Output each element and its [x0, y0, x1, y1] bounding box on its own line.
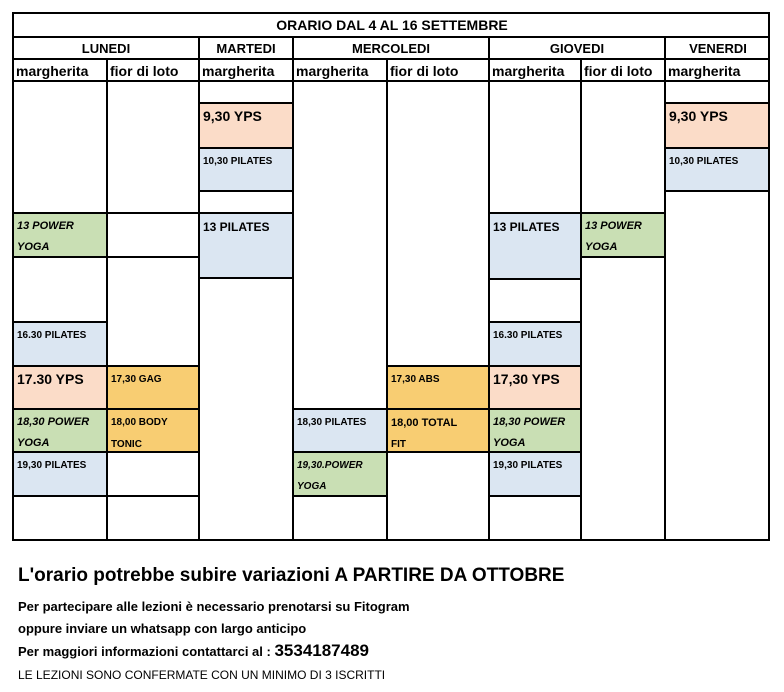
event-monday-body-tonic-1800 [106, 408, 198, 451]
schedule-table [12, 12, 770, 541]
empty-slot [12, 495, 106, 541]
event-line: 18,00 TOTAL [391, 417, 458, 429]
event-thursday-pilates-1930: 19,30 PILATES [488, 451, 580, 495]
event-line: YOGA [297, 481, 327, 492]
schedule-title: ORARIO DAL 4 AL 16 SETTEMBRE [12, 12, 770, 36]
event-wednesday-abs-1730: 17,30 ABS [386, 365, 488, 408]
location-header: margherita [198, 58, 292, 80]
day-wednesday: MERCOLEDI [292, 36, 488, 58]
event-line: 13 POWER [585, 220, 642, 232]
empty-slot [12, 256, 106, 321]
empty-slot [106, 80, 198, 212]
event-line: FIT [391, 439, 406, 450]
event-tuesday-pilates-1030: 10,30 PILATES [198, 147, 292, 190]
day-friday: VENERDI [664, 36, 770, 58]
event-line: 19,30.POWER [297, 460, 363, 471]
location-header: margherita [292, 58, 386, 80]
event-monday-pilates-1930: 19,30 PILATES [12, 451, 106, 495]
event-monday-power-yoga-1830 [12, 408, 106, 451]
event-monday-gag-1730: 17,30 GAG [106, 365, 198, 408]
location-header: margherita [488, 58, 580, 80]
event-line: 18,30 POWER [17, 416, 90, 428]
day-thursday: GIOVEDI [488, 36, 664, 58]
event-line: YOGA [17, 241, 50, 253]
event-thursday-yps-1730: 17,30 YPS [488, 365, 580, 408]
empty-slot [106, 212, 198, 256]
notice-headline: L'orario potrebbe subire variazioni A PARTIRE DA OTTOBRE [18, 565, 565, 586]
empty-slot [292, 495, 386, 541]
empty-slot [292, 80, 386, 408]
location-header: fior di loto [386, 58, 488, 80]
event-monday-pilates-1630: 16.30 PILATES [12, 321, 106, 365]
event-thursday-pilates-1630: 16.30 PILATES [488, 321, 580, 365]
event-tuesday-pilates-13: 13 PILATES [198, 212, 292, 277]
contact-label: Per maggiori informazioni contattarci al : [18, 644, 271, 659]
event-line: 18,00 BODY [111, 417, 168, 428]
event-line: YOGA [493, 437, 526, 449]
event-wednesday-total-fit-1800 [386, 408, 488, 451]
event-thursday-pilates-13: 13 PILATES [488, 212, 580, 278]
empty-slot [106, 495, 198, 541]
event-line: YOGA [17, 437, 50, 449]
notes-section [18, 564, 778, 684]
event-wednesday-pilates-1830: 18,30 PILATES [292, 408, 386, 451]
contact-info [18, 640, 778, 663]
location-header: margherita [664, 58, 770, 80]
location-header: fior di loto [580, 58, 664, 80]
day-tuesday: MARTEDI [198, 36, 292, 58]
event-monday-power-yoga-13 [12, 212, 106, 256]
empty-slot [664, 80, 770, 102]
event-wednesday-power-yoga-1930 [292, 451, 386, 495]
minimum-participants-note: LE LEZIONI SONO CONFERMATE CON UN MINIMO DI 3 ISCRITTI [18, 668, 386, 682]
empty-slot [664, 190, 770, 541]
day-monday: LUNEDI [12, 36, 198, 58]
whatsapp-info: oppure inviare un whatsapp con largo anticipo [18, 621, 307, 636]
empty-slot [198, 277, 292, 541]
phone-number[interactable]: 3534187489 [274, 641, 369, 660]
event-thursday-power-yoga-1830 [488, 408, 580, 451]
booking-info: Per partecipare alle lezioni è necessario prenotarsi su Fitogram [18, 599, 410, 614]
empty-slot [580, 256, 664, 541]
empty-slot [106, 451, 198, 495]
empty-slot [198, 80, 292, 102]
event-line: 13 POWER [17, 220, 74, 232]
event-thursday-power-yoga-13 [580, 212, 664, 256]
empty-slot [12, 80, 106, 212]
location-header: fior di loto [106, 58, 198, 80]
empty-slot [106, 256, 198, 365]
event-monday-yps-1730: 17.30 YPS [12, 365, 106, 408]
empty-slot [580, 80, 664, 212]
empty-slot [386, 451, 488, 541]
event-friday-pilates-1030: 10,30 PILATES [664, 147, 770, 190]
event-line: 18,30 POWER [493, 416, 566, 428]
event-friday-yps-930: 9,30 YPS [664, 102, 770, 147]
event-line: TONIC [111, 439, 142, 450]
empty-slot [488, 495, 580, 541]
location-header: margherita [12, 58, 106, 80]
empty-slot [198, 190, 292, 212]
event-line: YOGA [585, 241, 618, 253]
empty-slot [488, 278, 580, 321]
event-tuesday-yps-930: 9,30 YPS [198, 102, 292, 147]
empty-slot [488, 80, 580, 212]
empty-slot [386, 80, 488, 365]
